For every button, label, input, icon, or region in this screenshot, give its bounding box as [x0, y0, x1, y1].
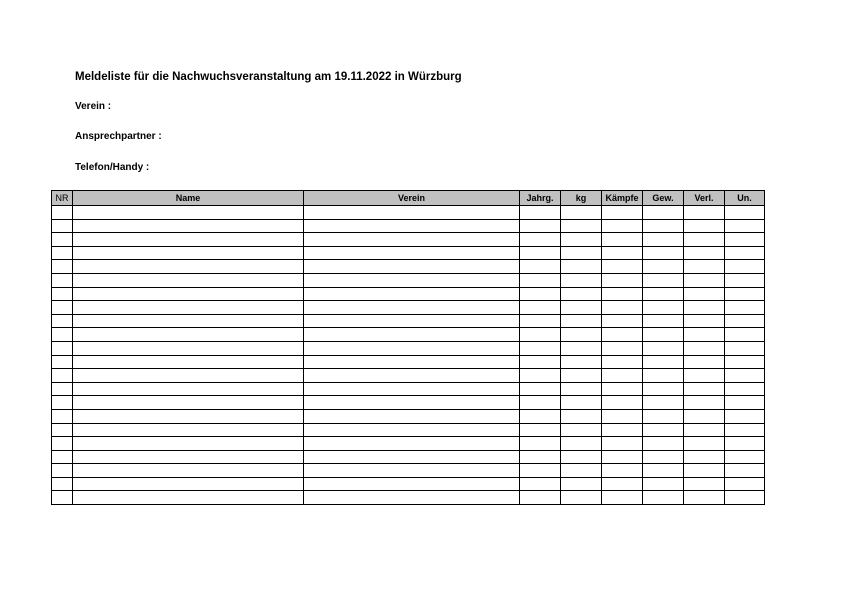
header-gew: Gew.: [643, 191, 684, 206]
cell-gew[interactable]: [643, 287, 684, 301]
cell-verl[interactable]: [684, 246, 725, 260]
telefon-label: Telefon/Handy :: [75, 162, 150, 173]
cell-verein[interactable]: [304, 301, 520, 315]
cell-gew[interactable]: [643, 369, 684, 383]
cell-jahrg[interactable]: [520, 396, 561, 410]
table-row: [52, 464, 765, 478]
table-row: [52, 301, 765, 315]
cell-verl[interactable]: [684, 477, 725, 491]
cell-kaempfe[interactable]: [602, 491, 643, 505]
cell-nr[interactable]: [52, 491, 73, 505]
cell-gew[interactable]: [643, 301, 684, 315]
table-row: [52, 369, 765, 383]
cell-name[interactable]: [73, 464, 304, 478]
header-kg: kg: [561, 191, 602, 206]
cell-jahrg[interactable]: [520, 355, 561, 369]
cell-gew[interactable]: [643, 246, 684, 260]
table-row: [52, 437, 765, 451]
header-un: Un.: [725, 191, 765, 206]
header-jahrg: Jahrg.: [520, 191, 561, 206]
cell-verein[interactable]: [304, 206, 520, 220]
cell-verein[interactable]: [304, 314, 520, 328]
cell-name[interactable]: [73, 477, 304, 491]
cell-kaempfe[interactable]: [602, 301, 643, 315]
table-row: [52, 355, 765, 369]
cell-nr[interactable]: [52, 314, 73, 328]
cell-nr[interactable]: [52, 450, 73, 464]
cell-kaempfe[interactable]: [602, 396, 643, 410]
cell-verl[interactable]: [684, 233, 725, 247]
cell-kg[interactable]: [561, 341, 602, 355]
cell-kaempfe[interactable]: [602, 341, 643, 355]
cell-name[interactable]: [73, 287, 304, 301]
cell-jahrg[interactable]: [520, 437, 561, 451]
cell-jahrg[interactable]: [520, 287, 561, 301]
cell-verl[interactable]: [684, 437, 725, 451]
cell-nr[interactable]: [52, 477, 73, 491]
table-row: [52, 328, 765, 342]
header-kaempfe: Kämpfe: [602, 191, 643, 206]
cell-verein[interactable]: [304, 341, 520, 355]
cell-jahrg[interactable]: [520, 477, 561, 491]
cell-name[interactable]: [73, 396, 304, 410]
cell-un[interactable]: [725, 219, 765, 233]
cell-jahrg[interactable]: [520, 260, 561, 274]
cell-verein[interactable]: [304, 328, 520, 342]
table-row: [52, 450, 765, 464]
cell-name[interactable]: [73, 341, 304, 355]
cell-nr[interactable]: [52, 396, 73, 410]
cell-jahrg[interactable]: [520, 273, 561, 287]
cell-nr[interactable]: [52, 355, 73, 369]
cell-un[interactable]: [725, 464, 765, 478]
cell-jahrg[interactable]: [520, 423, 561, 437]
cell-name[interactable]: [73, 382, 304, 396]
cell-gew[interactable]: [643, 328, 684, 342]
cell-jahrg[interactable]: [520, 246, 561, 260]
cell-name[interactable]: [73, 355, 304, 369]
cell-name[interactable]: [73, 273, 304, 287]
cell-kaempfe[interactable]: [602, 328, 643, 342]
cell-kg[interactable]: [561, 491, 602, 505]
cell-verl[interactable]: [684, 328, 725, 342]
cell-kg[interactable]: [561, 219, 602, 233]
cell-verl[interactable]: [684, 369, 725, 383]
cell-nr[interactable]: [52, 328, 73, 342]
cell-un[interactable]: [725, 246, 765, 260]
cell-gew[interactable]: [643, 341, 684, 355]
registration-table: [51, 190, 765, 505]
cell-kaempfe[interactable]: [602, 314, 643, 328]
cell-verein[interactable]: [304, 246, 520, 260]
cell-gew[interactable]: [643, 260, 684, 274]
cell-kg[interactable]: [561, 287, 602, 301]
cell-verl[interactable]: [684, 314, 725, 328]
cell-verein[interactable]: [304, 219, 520, 233]
cell-name[interactable]: [73, 260, 304, 274]
cell-verl[interactable]: [684, 423, 725, 437]
cell-verein[interactable]: [304, 464, 520, 478]
cell-verl[interactable]: [684, 491, 725, 505]
cell-un[interactable]: [725, 382, 765, 396]
cell-jahrg[interactable]: [520, 464, 561, 478]
cell-un[interactable]: [725, 328, 765, 342]
cell-gew[interactable]: [643, 409, 684, 423]
cell-gew[interactable]: [643, 219, 684, 233]
cell-jahrg[interactable]: [520, 219, 561, 233]
table-row: [52, 287, 765, 301]
cell-gew[interactable]: [643, 423, 684, 437]
cell-name[interactable]: [73, 301, 304, 315]
cell-jahrg[interactable]: [520, 369, 561, 383]
cell-verein[interactable]: [304, 273, 520, 287]
cell-kaempfe[interactable]: [602, 206, 643, 220]
cell-name[interactable]: [73, 450, 304, 464]
cell-gew[interactable]: [643, 491, 684, 505]
cell-name[interactable]: [73, 491, 304, 505]
cell-nr[interactable]: [52, 219, 73, 233]
cell-gew[interactable]: [643, 477, 684, 491]
table-body: [52, 206, 765, 505]
cell-nr[interactable]: [52, 206, 73, 220]
cell-name[interactable]: [73, 206, 304, 220]
cell-nr[interactable]: [52, 437, 73, 451]
cell-gew[interactable]: [643, 355, 684, 369]
cell-verl[interactable]: [684, 273, 725, 287]
cell-kg[interactable]: [561, 246, 602, 260]
table-row: [52, 260, 765, 274]
header-verein: Verein: [304, 191, 520, 206]
cell-jahrg[interactable]: [520, 301, 561, 315]
cell-verein[interactable]: [304, 382, 520, 396]
cell-verl[interactable]: [684, 409, 725, 423]
table-row: [52, 314, 765, 328]
cell-kg[interactable]: [561, 450, 602, 464]
table-row: [52, 341, 765, 355]
cell-kaempfe[interactable]: [602, 409, 643, 423]
cell-kg[interactable]: [561, 382, 602, 396]
cell-name[interactable]: [73, 233, 304, 247]
cell-verein[interactable]: [304, 287, 520, 301]
cell-name[interactable]: [73, 246, 304, 260]
cell-gew[interactable]: [643, 314, 684, 328]
cell-nr[interactable]: [52, 260, 73, 274]
cell-gew[interactable]: [643, 450, 684, 464]
table-row: [52, 477, 765, 491]
cell-gew[interactable]: [643, 233, 684, 247]
cell-kg[interactable]: [561, 328, 602, 342]
cell-verein[interactable]: [304, 355, 520, 369]
cell-kaempfe[interactable]: [602, 287, 643, 301]
cell-un[interactable]: [725, 355, 765, 369]
cell-verl[interactable]: [684, 301, 725, 315]
cell-kg[interactable]: [561, 233, 602, 247]
cell-name[interactable]: [73, 437, 304, 451]
page-title: Meldeliste für die Nachwuchsveranstaltung am 19.11.2022 in Würzburg: [75, 71, 462, 83]
cell-un[interactable]: [725, 287, 765, 301]
cell-kg[interactable]: [561, 396, 602, 410]
verein-label: Verein :: [75, 101, 112, 112]
cell-kg[interactable]: [561, 206, 602, 220]
cell-kaempfe[interactable]: [602, 450, 643, 464]
cell-verein[interactable]: [304, 491, 520, 505]
cell-kaempfe[interactable]: [602, 355, 643, 369]
cell-verl[interactable]: [684, 206, 725, 220]
cell-nr[interactable]: [52, 246, 73, 260]
table-row: [52, 423, 765, 437]
cell-kg[interactable]: [561, 301, 602, 315]
cell-verl[interactable]: [684, 260, 725, 274]
cell-name[interactable]: [73, 314, 304, 328]
cell-kg[interactable]: [561, 409, 602, 423]
cell-nr[interactable]: [52, 273, 73, 287]
cell-kaempfe[interactable]: [602, 273, 643, 287]
cell-kaempfe[interactable]: [602, 246, 643, 260]
cell-nr[interactable]: [52, 287, 73, 301]
cell-nr[interactable]: [52, 464, 73, 478]
cell-verl[interactable]: [684, 355, 725, 369]
cell-kg[interactable]: [561, 355, 602, 369]
cell-verl[interactable]: [684, 396, 725, 410]
table-header-row: [52, 191, 765, 206]
cell-verein[interactable]: [304, 450, 520, 464]
table-row: [52, 206, 765, 220]
cell-kg[interactable]: [561, 423, 602, 437]
cell-jahrg[interactable]: [520, 341, 561, 355]
cell-kaempfe[interactable]: [602, 464, 643, 478]
cell-name[interactable]: [73, 409, 304, 423]
ansprechpartner-label: Ansprechpartner :: [75, 131, 162, 142]
cell-jahrg[interactable]: [520, 328, 561, 342]
cell-kaempfe[interactable]: [602, 233, 643, 247]
table-row: [52, 219, 765, 233]
cell-un[interactable]: [725, 477, 765, 491]
cell-verl[interactable]: [684, 219, 725, 233]
cell-kaempfe[interactable]: [602, 219, 643, 233]
cell-un[interactable]: [725, 260, 765, 274]
cell-verl[interactable]: [684, 382, 725, 396]
cell-nr[interactable]: [52, 382, 73, 396]
cell-verl[interactable]: [684, 287, 725, 301]
cell-un[interactable]: [725, 396, 765, 410]
cell-jahrg[interactable]: [520, 409, 561, 423]
cell-name[interactable]: [73, 328, 304, 342]
cell-kaempfe[interactable]: [602, 369, 643, 383]
header-verl: Verl.: [684, 191, 725, 206]
cell-gew[interactable]: [643, 206, 684, 220]
cell-un[interactable]: [725, 409, 765, 423]
table-row: [52, 246, 765, 260]
cell-kaempfe[interactable]: [602, 477, 643, 491]
cell-nr[interactable]: [52, 341, 73, 355]
cell-kg[interactable]: [561, 314, 602, 328]
cell-jahrg[interactable]: [520, 314, 561, 328]
cell-verl[interactable]: [684, 341, 725, 355]
cell-jahrg[interactable]: [520, 491, 561, 505]
cell-kaempfe[interactable]: [602, 382, 643, 396]
cell-name[interactable]: [73, 219, 304, 233]
cell-kg[interactable]: [561, 464, 602, 478]
table-row: [52, 396, 765, 410]
cell-un[interactable]: [725, 369, 765, 383]
cell-gew[interactable]: [643, 437, 684, 451]
cell-nr[interactable]: [52, 423, 73, 437]
cell-verein[interactable]: [304, 437, 520, 451]
cell-kaempfe[interactable]: [602, 260, 643, 274]
cell-un[interactable]: [725, 491, 765, 505]
cell-un[interactable]: [725, 450, 765, 464]
cell-verein[interactable]: [304, 409, 520, 423]
table-row: [52, 491, 765, 505]
cell-un[interactable]: [725, 341, 765, 355]
cell-un[interactable]: [725, 273, 765, 287]
cell-un[interactable]: [725, 437, 765, 451]
cell-un[interactable]: [725, 314, 765, 328]
table-row: [52, 273, 765, 287]
cell-kaempfe[interactable]: [602, 423, 643, 437]
cell-gew[interactable]: [643, 273, 684, 287]
cell-verl[interactable]: [684, 450, 725, 464]
table-row: [52, 233, 765, 247]
cell-verein[interactable]: [304, 396, 520, 410]
cell-kg[interactable]: [561, 437, 602, 451]
cell-nr[interactable]: [52, 301, 73, 315]
cell-nr[interactable]: [52, 409, 73, 423]
header-name: Name: [73, 191, 304, 206]
cell-gew[interactable]: [643, 382, 684, 396]
cell-kg[interactable]: [561, 260, 602, 274]
cell-verein[interactable]: [304, 369, 520, 383]
cell-un[interactable]: [725, 423, 765, 437]
cell-un[interactable]: [725, 233, 765, 247]
cell-gew[interactable]: [643, 396, 684, 410]
cell-kg[interactable]: [561, 477, 602, 491]
cell-verein[interactable]: [304, 260, 520, 274]
cell-kg[interactable]: [561, 369, 602, 383]
cell-verein[interactable]: [304, 423, 520, 437]
cell-verein[interactable]: [304, 233, 520, 247]
cell-nr[interactable]: [52, 233, 73, 247]
cell-jahrg[interactable]: [520, 382, 561, 396]
cell-jahrg[interactable]: [520, 233, 561, 247]
header-nr: NR: [52, 191, 73, 206]
table-row: [52, 382, 765, 396]
table-row: [52, 409, 765, 423]
cell-kaempfe[interactable]: [602, 437, 643, 451]
cell-gew[interactable]: [643, 464, 684, 478]
cell-un[interactable]: [725, 301, 765, 315]
cell-verein[interactable]: [304, 477, 520, 491]
cell-name[interactable]: [73, 423, 304, 437]
cell-verl[interactable]: [684, 464, 725, 478]
cell-kg[interactable]: [561, 273, 602, 287]
cell-nr[interactable]: [52, 369, 73, 383]
cell-jahrg[interactable]: [520, 450, 561, 464]
cell-un[interactable]: [725, 206, 765, 220]
cell-name[interactable]: [73, 369, 304, 383]
cell-jahrg[interactable]: [520, 206, 561, 220]
